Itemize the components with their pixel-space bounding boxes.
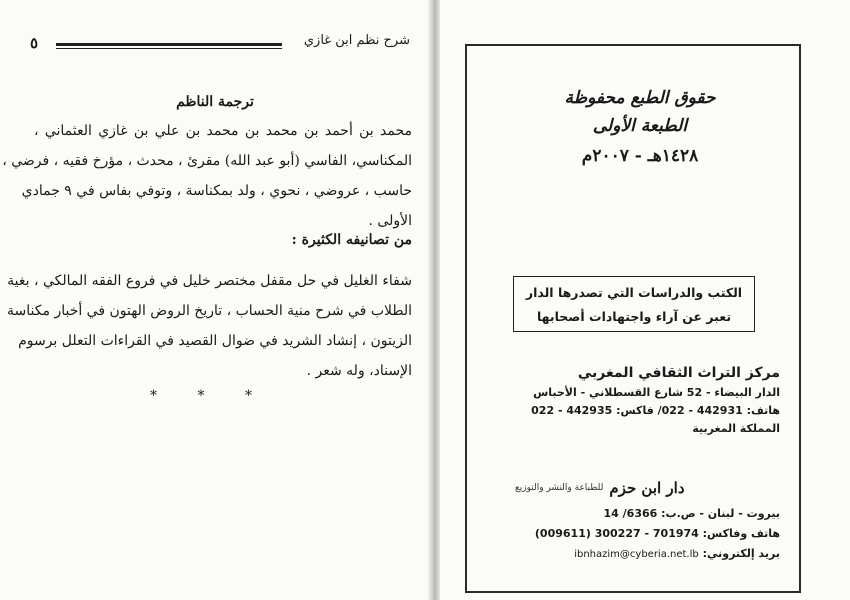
works-paragraph — [7, 266, 412, 386]
works-line: شفاء الغليل في حل مقفل مختصر خليل في فروع الفقه المالكي ، بغية — [7, 273, 412, 289]
bio-line: الأولى . — [368, 213, 412, 229]
heritage-center-info — [500, 362, 780, 438]
book-gutter — [428, 0, 440, 600]
section-title: ترجمة الناظم — [176, 94, 254, 110]
publisher-info — [515, 504, 780, 565]
bio-line: محمد بن أحمد بن محمد بن محمد بن علي بن غازي العثماني ، — [34, 123, 412, 139]
disclaimer-box — [513, 276, 755, 332]
disclaimer-line: تعبر عن آراء واجتهادات أصحابها — [536, 309, 732, 324]
header-rule — [56, 43, 282, 49]
disclaimer-line: الكتب والدراسات التي تصدرها الدار — [525, 285, 743, 300]
publisher-phone: هاتف وفاكس: 701974 - 300227 (009611) — [534, 527, 780, 540]
email-label: بريد إلكتروني: — [702, 547, 780, 560]
biography-paragraph — [2, 116, 412, 236]
bio-line: حاسب ، عروضي ، نحوي ، ولد بمكناسة ، وتوفي بفاس في ٩ جمادي — [21, 183, 412, 199]
center-name: مركز التراث الثقافي المغربي — [577, 365, 780, 381]
works-line: الطلاب في شرح منية الحساب ، تاريخ الروض الهتون في أخبار مكناسة — [7, 303, 412, 319]
edition-date: ١٤٢٨هـ - ٢٠٠٧م — [581, 146, 699, 166]
center-address: الدار البيضاء - 52 شارع القسطلاني - الأحباس — [533, 386, 780, 399]
works-heading: من تصانيفه الكثيرة : — [291, 232, 412, 248]
publisher-logo-row — [515, 476, 780, 500]
publisher-name: دار ابن حزم — [609, 479, 685, 497]
bio-line: المكناسي، الفاسي (أبو عبد الله) مقرئ ، محدث ، مؤرخ فقيه ، فرضي ، — [2, 153, 412, 169]
publisher-address: بيروت - لبنان - ص.ب: 6366/ 14 — [603, 507, 780, 520]
copyright-notice: حقوق الطبع محفوظة — [564, 88, 716, 108]
center-country: المملكة المغربية — [692, 422, 780, 435]
publisher-email-row — [515, 544, 780, 565]
works-line: الزيتون ، إنشاد الشريد في ضوال القصيد في القراءات التعلل برسوم — [18, 333, 412, 349]
publisher-tagline: للطباعة والنشر والتوزيع — [515, 483, 604, 493]
asterism-ornament: * * * — [150, 388, 270, 404]
edition-label: الطبعة الأولى — [592, 116, 688, 136]
page-number: ٥ — [30, 34, 39, 52]
works-line: الإسناد، وله شعر . — [306, 363, 412, 379]
center-phone: هاتف: 442931 - 022/ فاكس: 442935 - 022 — [531, 404, 780, 417]
running-header: شرح نظم ابن غازي — [303, 33, 410, 48]
publisher-email: ibnhazim@cyberia.net.lb — [574, 549, 699, 560]
